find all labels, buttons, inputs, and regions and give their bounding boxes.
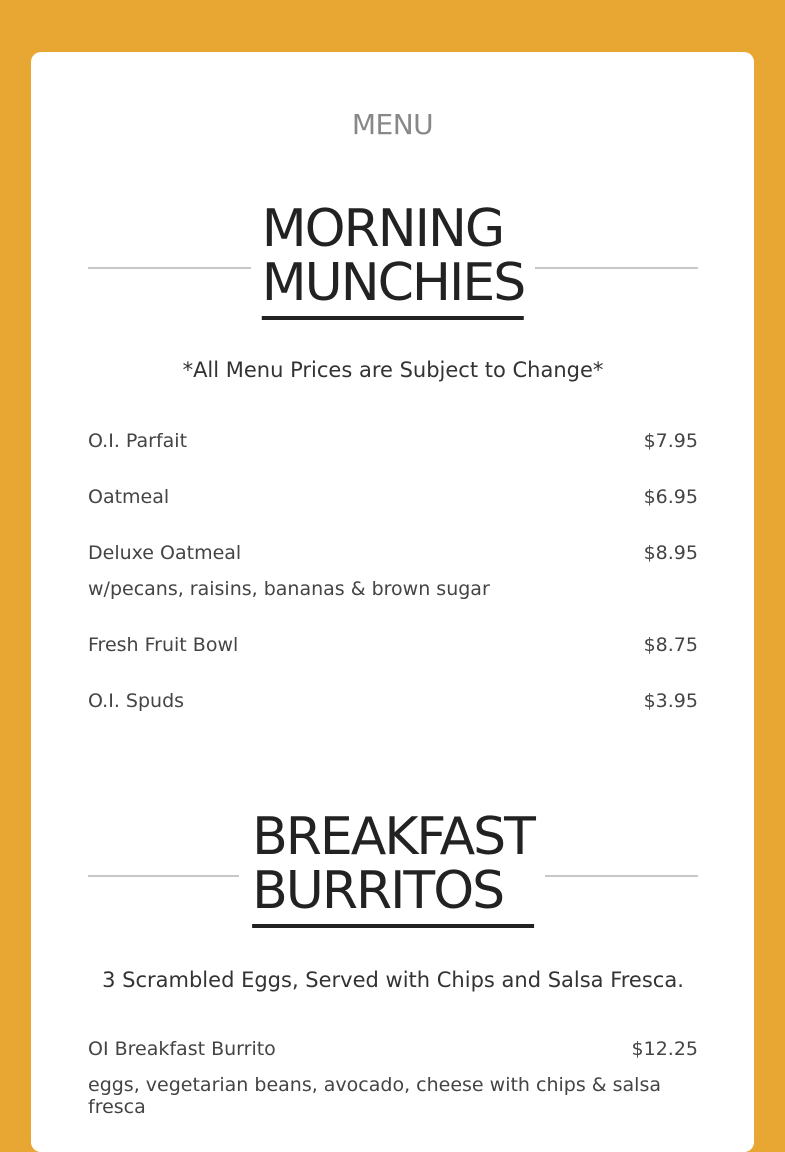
menu-item <box>88 690 698 712</box>
menu-item-list <box>88 1038 698 1118</box>
item-price: $3.95 <box>643 690 698 712</box>
heading-line-1: BREAKFAST <box>252 807 534 867</box>
menu-item <box>88 486 698 508</box>
heading-line-1: MORNING <box>261 199 504 259</box>
menu-card <box>31 52 754 1152</box>
item-name: O.I. Spuds <box>88 690 185 712</box>
price-note: *All Menu Prices are Subject to Change* <box>182 358 604 382</box>
heading-divider-right <box>535 267 698 269</box>
heading-divider-left <box>88 875 239 877</box>
heading-divider-left <box>88 267 251 269</box>
section-note: 3 Scrambled Eggs, Served with Chips and Salsa Fresca. <box>102 968 684 992</box>
section-breakfast-burritos <box>88 807 698 1118</box>
menu-item <box>88 430 698 452</box>
heading-line-2: MUNCHIES <box>261 253 525 313</box>
menu-item <box>88 1038 698 1118</box>
heading-line-2: BURRITOS <box>252 861 504 921</box>
item-price: $8.75 <box>643 634 698 656</box>
item-name: OI Breakfast Burrito <box>88 1038 276 1060</box>
item-price: $12.25 <box>631 1038 698 1060</box>
item-description: w/pecans, raisins, bananas & brown sugar <box>88 578 490 600</box>
item-price: $7.95 <box>643 430 698 452</box>
section-morning-munchies <box>88 199 698 712</box>
item-name: Fresh Fruit Bowl <box>88 634 239 656</box>
section-heading <box>252 807 534 928</box>
section-heading-row <box>88 199 698 332</box>
section-heading <box>261 199 525 320</box>
item-price: $6.95 <box>643 486 698 508</box>
heading-divider-right <box>545 875 698 877</box>
item-name: Deluxe Oatmeal <box>88 542 242 564</box>
item-description: eggs, vegetarian beans, avocado, cheese with chips & salsa fresca <box>88 1074 661 1118</box>
menu-label: MENU <box>351 108 434 141</box>
menu-item <box>88 634 698 656</box>
menu-item <box>88 542 698 600</box>
section-heading-row <box>88 807 698 940</box>
item-name: Oatmeal <box>88 486 170 508</box>
menu-item-list <box>88 430 698 712</box>
item-price: $8.95 <box>643 542 698 564</box>
item-name: O.I. Parfait <box>88 430 188 452</box>
